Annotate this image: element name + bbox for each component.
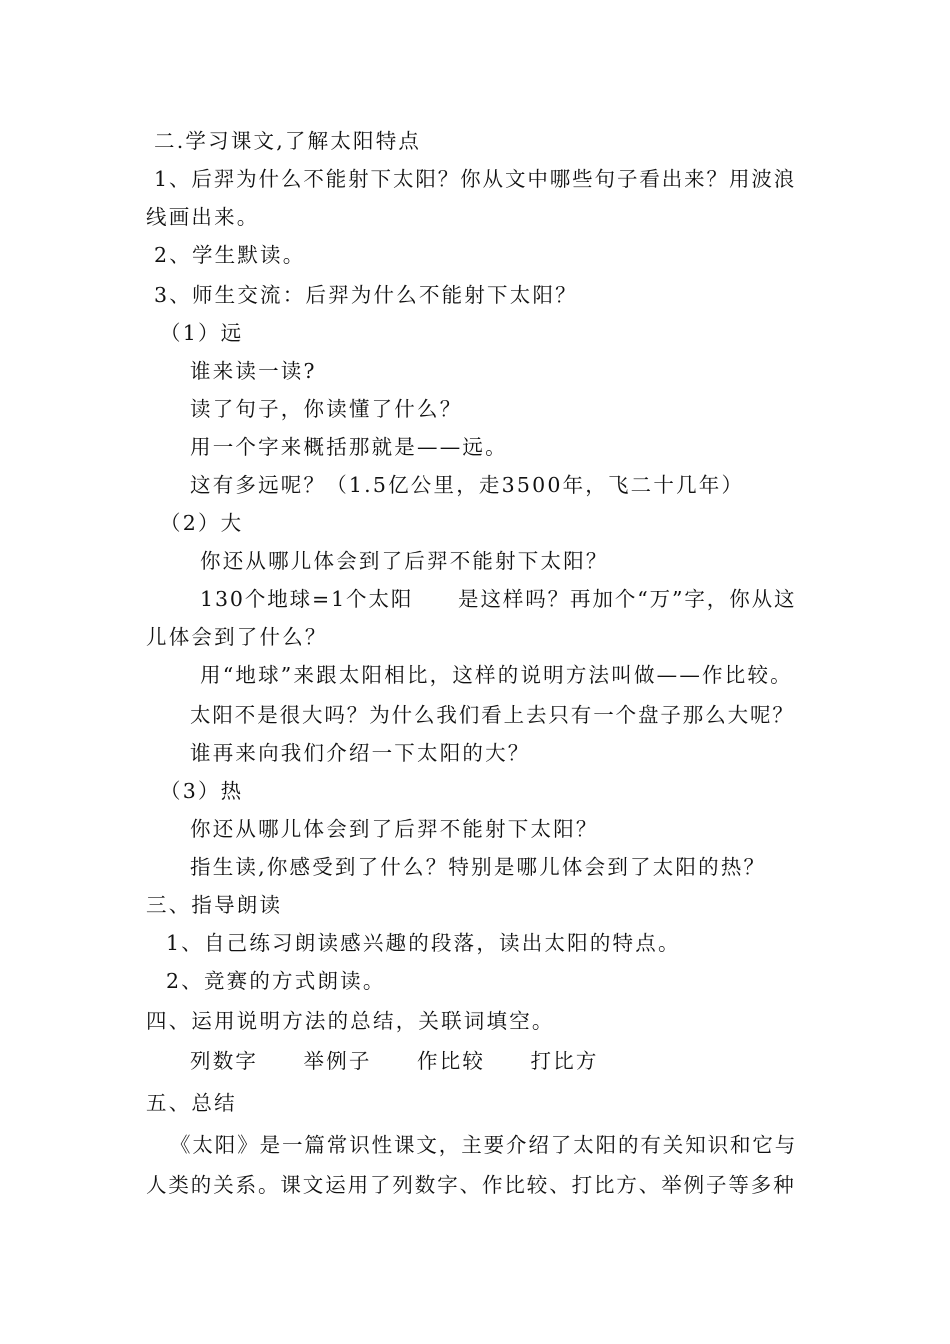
section-heading-summary: 五、总结	[146, 1091, 237, 1115]
question-1-line-1: 1、后羿为什么不能射下太阳？你从文中哪些句子看出来？用波浪	[154, 167, 797, 191]
text-line: 130个地球=1个太阳 是这样吗？再加个“万”字，你从这	[200, 587, 797, 611]
summary-line-2: 人类的关系。课文运用了列数字、作比较、打比方、举例子等多种	[146, 1173, 796, 1197]
step-2-silent-reading: 2、学生默读。	[154, 243, 306, 267]
point-3-hot: （3）热	[160, 779, 244, 803]
text-line: 太阳不是很大吗？为什么我们看上去只有一个盘子那么大呢？	[190, 703, 795, 727]
text-line: 儿体会到了什么？	[146, 625, 328, 649]
explanation-methods-list: 列数字 举例子 作比较 打比方	[190, 1049, 599, 1073]
text-line: 指生读,你感受到了什么？特别是哪儿体会到了太阳的热？	[190, 855, 767, 879]
text-line: 谁来读一读?	[190, 359, 317, 383]
text-line: 谁再来向我们介绍一下太阳的大？	[190, 741, 531, 765]
text-line: 你还从哪儿体会到了后羿不能射下太阳？	[200, 549, 609, 573]
section-heading-guided-reading: 三、指导朗读	[146, 893, 283, 917]
text-line: 读了句子，你读懂了什么？	[190, 397, 463, 421]
section-heading-study-text: 二.学习课文,了解太阳特点	[154, 129, 422, 153]
point-1-far: （1）远	[160, 321, 244, 345]
question-1-line-2: 线画出来。	[146, 205, 260, 229]
text-line: 用“地球”来跟太阳相比，这样的说明方法叫做——作比较。	[200, 663, 793, 687]
step-3-discussion: 3、师生交流：后羿为什么不能射下太阳？	[154, 283, 578, 307]
text-line: 用一个字来概括那就是——远。	[190, 435, 508, 459]
summary-line-1: 《太阳》是一篇常识性课文，主要介绍了太阳的有关知识和它与	[170, 1133, 798, 1157]
text-line: 你还从哪儿体会到了后羿不能射下太阳？	[190, 817, 599, 841]
text-line: 2、竞赛的方式朗读。	[166, 969, 386, 993]
section-heading-methods-summary: 四、运用说明方法的总结，关联词填空。	[146, 1009, 555, 1033]
point-2-big: （2）大	[160, 511, 244, 535]
text-line: 1、自己练习朗读感兴趣的段落，读出太阳的特点。	[166, 931, 681, 955]
text-line: 这有多远呢？（1.5亿公里，走3500年，飞二十几年）	[190, 473, 745, 497]
